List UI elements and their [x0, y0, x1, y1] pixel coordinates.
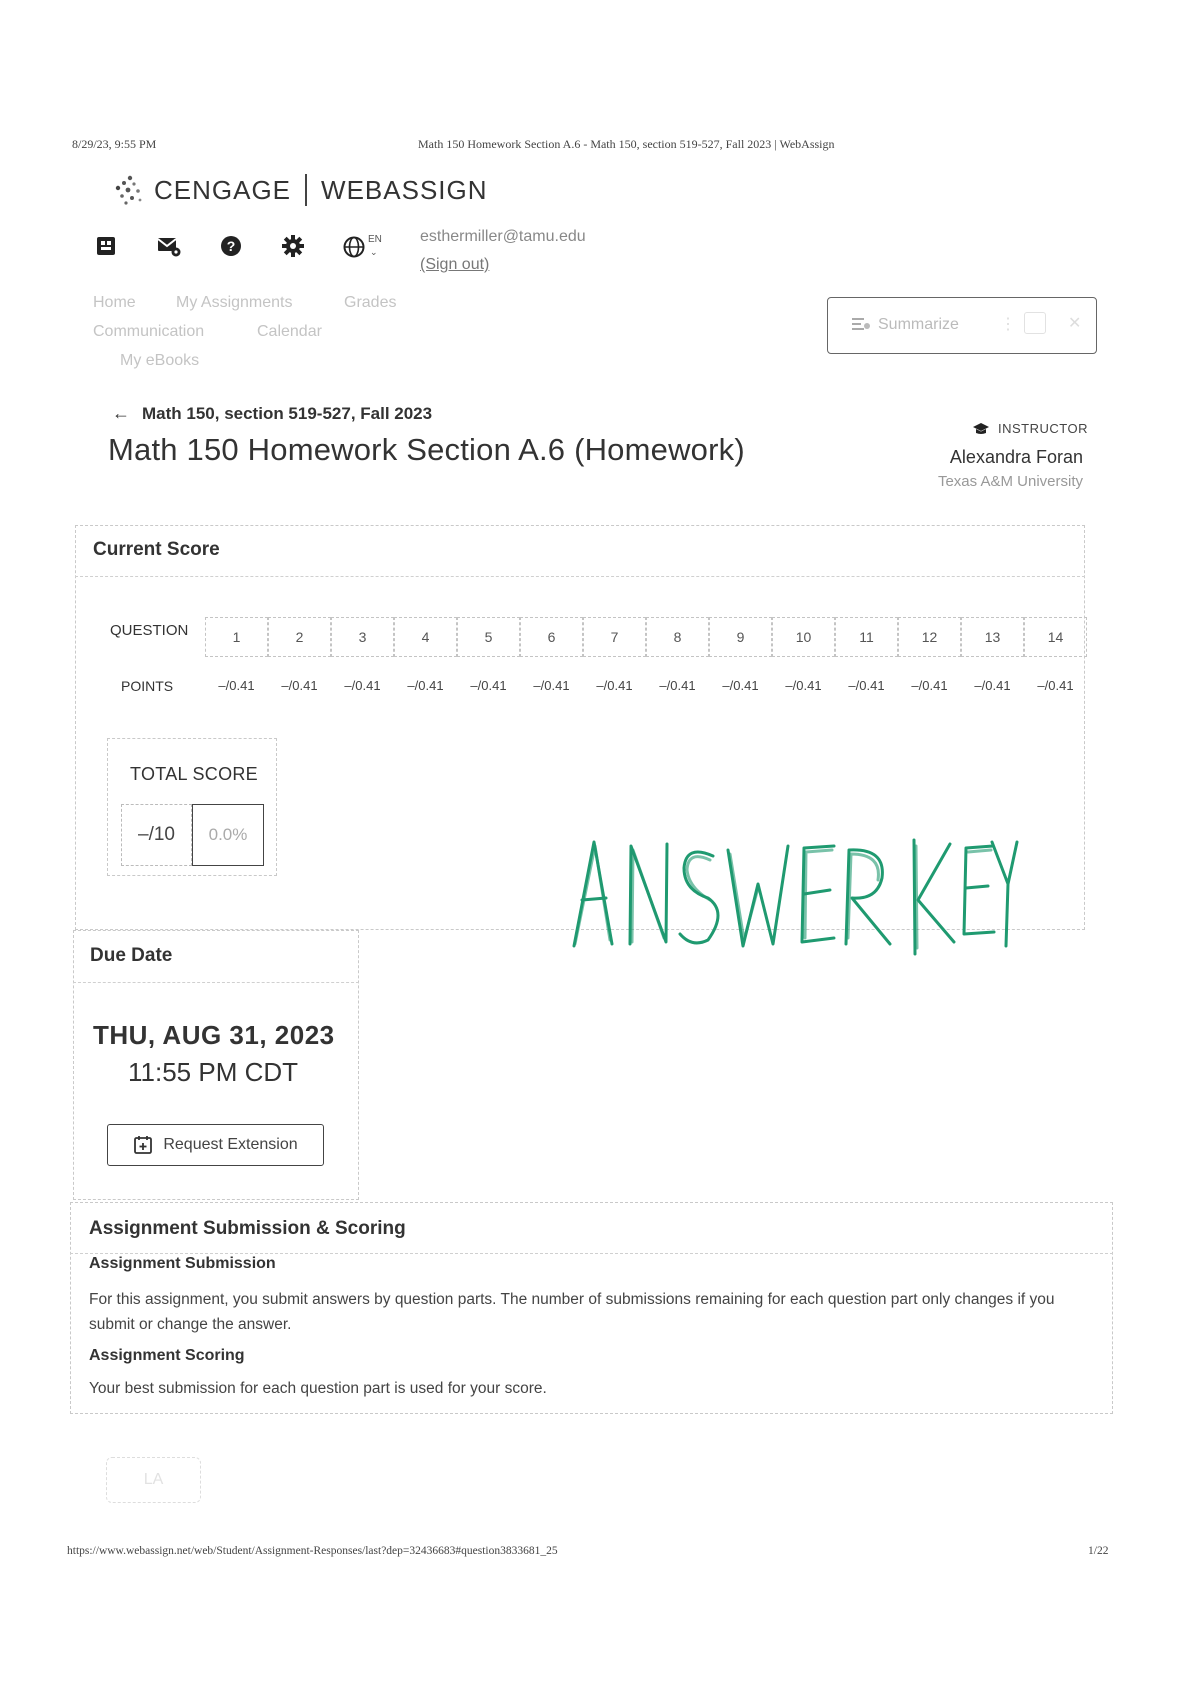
points-cell-11: –/0.41	[848, 678, 885, 693]
question-cell-2[interactable]: 2	[268, 617, 331, 657]
logo-webassign: WEBASSIGN	[321, 174, 488, 205]
total-score-points: –/10	[121, 804, 192, 866]
scoring-heading: Assignment Scoring	[89, 1347, 245, 1364]
submission-heading: Assignment Submission	[89, 1255, 276, 1272]
question-cell-12[interactable]: 12	[898, 617, 961, 657]
divider	[70, 1253, 1113, 1254]
points-cell-8: –/0.41	[659, 678, 696, 693]
due-date-day: THU, AUG 31, 2023	[93, 1020, 335, 1050]
faded-button[interactable]: LA	[106, 1457, 201, 1503]
language-selector[interactable]	[342, 235, 382, 259]
cengage-logo-icon	[110, 172, 146, 208]
question-cell-3[interactable]: 3	[331, 617, 394, 657]
question-cell-13[interactable]: 13	[961, 617, 1024, 657]
back-to-course-link[interactable]	[112, 403, 432, 424]
instructor-name: Alexandra Foran	[949, 447, 1083, 467]
nav-my-ebooks[interactable]: My eBooks	[120, 352, 200, 369]
submission-scoring-title: Assignment Submission & Scoring	[89, 1218, 406, 1239]
print-datetime: 8/29/23, 9:55 PM	[72, 137, 157, 151]
help-icon[interactable]	[218, 233, 244, 259]
calendar-plus-icon	[133, 1135, 153, 1155]
nav-my-assignments[interactable]: My Assignments	[176, 294, 293, 311]
question-cell-7[interactable]: 7	[583, 617, 646, 657]
print-page-number: 1/22	[1088, 1545, 1109, 1557]
question-grid	[205, 600, 1074, 710]
question-cell-11[interactable]: 11	[835, 617, 898, 657]
total-score-percent: 0.0%	[192, 804, 264, 866]
instructor-label	[972, 421, 1088, 436]
points-cell-6: –/0.41	[533, 678, 570, 693]
nav-grades[interactable]: Grades	[344, 294, 397, 311]
divider	[75, 576, 1085, 577]
points-cell-12: –/0.41	[911, 678, 948, 693]
scoring-text: Your best submission for each question part is used for your score.	[89, 1380, 547, 1397]
points-cell-13: –/0.41	[974, 678, 1011, 693]
summarize-icon	[850, 314, 872, 336]
back-arrow-icon: ←	[112, 403, 130, 423]
svg-text:?: ?	[226, 238, 236, 254]
question-cell-5[interactable]: 5	[457, 617, 520, 657]
request-extension-label: Request Extension	[163, 1136, 298, 1153]
question-cell-1[interactable]: 1	[205, 617, 268, 657]
nav-communication[interactable]: Communication	[93, 323, 205, 340]
print-page-title: Math 150 Homework Section A.6 - Math 150, section 519-527, Fall 2023 | WebAssign	[418, 137, 835, 151]
points-cell-14: –/0.41	[1037, 678, 1074, 693]
print-url: https://www.webassign.net/web/Student/Assignment-Responses/last?dep=32436683#question3833681_25	[67, 1545, 558, 1557]
summarize-widget[interactable]	[827, 297, 1097, 354]
language-globe-icon	[342, 235, 366, 259]
question-row-label: QUESTION	[110, 622, 189, 639]
points-cell-3: –/0.41	[344, 678, 381, 693]
points-cell-1: –/0.41	[218, 678, 255, 693]
drag-handle-icon[interactable]: ⋮	[1000, 316, 1016, 333]
nav-calendar[interactable]: Calendar	[257, 323, 322, 340]
points-cell-5: –/0.41	[470, 678, 507, 693]
close-icon[interactable]: ✕	[1068, 315, 1082, 332]
course-name: Math 150, section 519-527, Fall 2023	[142, 403, 433, 423]
instructor-school: Texas A&M University	[937, 473, 1083, 490]
question-cell-4[interactable]: 4	[394, 617, 457, 657]
points-cell-4: –/0.41	[407, 678, 444, 693]
request-extension-button[interactable]	[107, 1124, 324, 1166]
logo-divider	[305, 174, 307, 206]
points-row-label: POINTS	[121, 678, 174, 694]
cengage-webassign-logo[interactable]	[110, 172, 488, 208]
due-date-title: Due Date	[90, 945, 173, 966]
instructor-label-text: INSTRUCTOR	[998, 421, 1088, 436]
assignment-title: Math 150 Homework Section A.6 (Homework)	[108, 432, 745, 467]
answer-key-handwriting	[568, 828, 1018, 958]
question-cell-9[interactable]: 9	[709, 617, 772, 657]
settings-gear-icon[interactable]	[280, 233, 306, 259]
current-score-title: Current Score	[93, 539, 220, 560]
graduation-cap-icon	[972, 422, 990, 436]
expand-icon[interactable]	[1024, 312, 1046, 334]
logo-cengage: CENGAGE	[154, 174, 292, 205]
sign-out-link[interactable]: (Sign out)	[420, 256, 490, 273]
points-cell-7: –/0.41	[596, 678, 633, 693]
divider	[73, 982, 359, 983]
total-score-label: TOTAL SCORE	[130, 764, 258, 784]
points-cell-9: –/0.41	[722, 678, 759, 693]
question-cell-10[interactable]: 10	[772, 617, 835, 657]
question-cell-8[interactable]: 8	[646, 617, 709, 657]
summarize-label: Summarize	[878, 316, 959, 333]
question-cell-14[interactable]: 14	[1024, 617, 1087, 657]
points-cell-2: –/0.41	[281, 678, 318, 693]
question-cell-6[interactable]: 6	[520, 617, 583, 657]
user-email: esthermiller@tamu.edu	[420, 228, 586, 245]
chevron-down-icon: ⌄	[370, 247, 378, 257]
mail-settings-icon[interactable]	[156, 233, 182, 259]
nav-home[interactable]: Home	[93, 294, 136, 311]
submission-text: For this assignment, you submit answers by question parts. The number of submissions remaining for each question part only changes if you submit or change the answer.	[89, 1291, 1055, 1333]
gradebook-icon[interactable]	[93, 233, 119, 259]
points-cell-10: –/0.41	[785, 678, 822, 693]
language-code: EN	[368, 234, 382, 245]
due-date-time: 11:55 PM CDT	[128, 1057, 299, 1087]
